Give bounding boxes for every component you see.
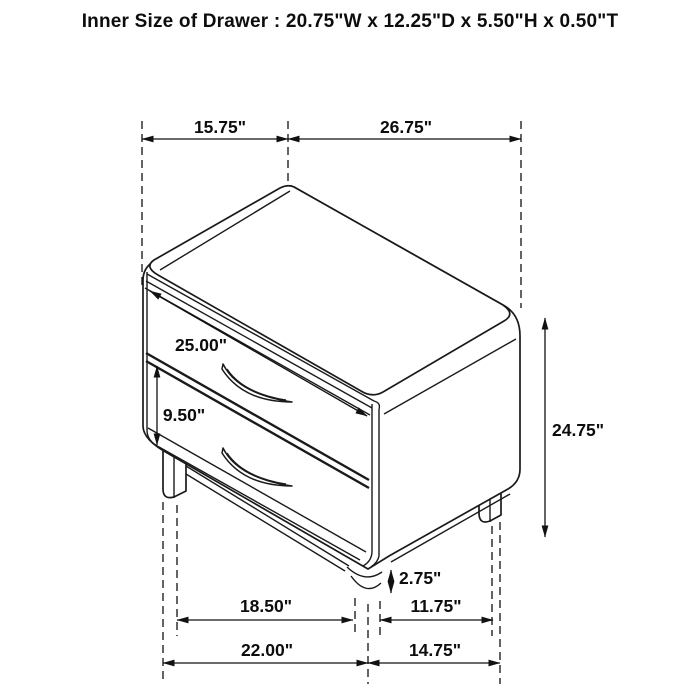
dim-label-base-front-outer: 22.00" [240,640,294,660]
cabinet-body [143,186,520,569]
dim-label-base-side-outer: 14.75" [408,640,462,660]
dim-label-plinth-height: 2.75" [399,568,442,588]
dim-label-drawer-front-height: 9.50" [162,405,206,425]
base-front-right-corner [347,567,382,577]
dim-label-base-side-inner: 11.75" [410,596,462,616]
dim-label-drawer-width: 25.00" [174,335,228,355]
dim-label-top-width: 26.75" [379,117,433,137]
dim-label-top-depth: 15.75" [193,117,247,137]
dim-label-overall-height: 24.75" [552,420,605,440]
dim-label-base-front-inner: 18.50" [239,596,293,616]
page-title: Inner Size of Drawer : 20.75"W x 12.25"D x 5.50"H x 0.50"T [81,11,619,32]
